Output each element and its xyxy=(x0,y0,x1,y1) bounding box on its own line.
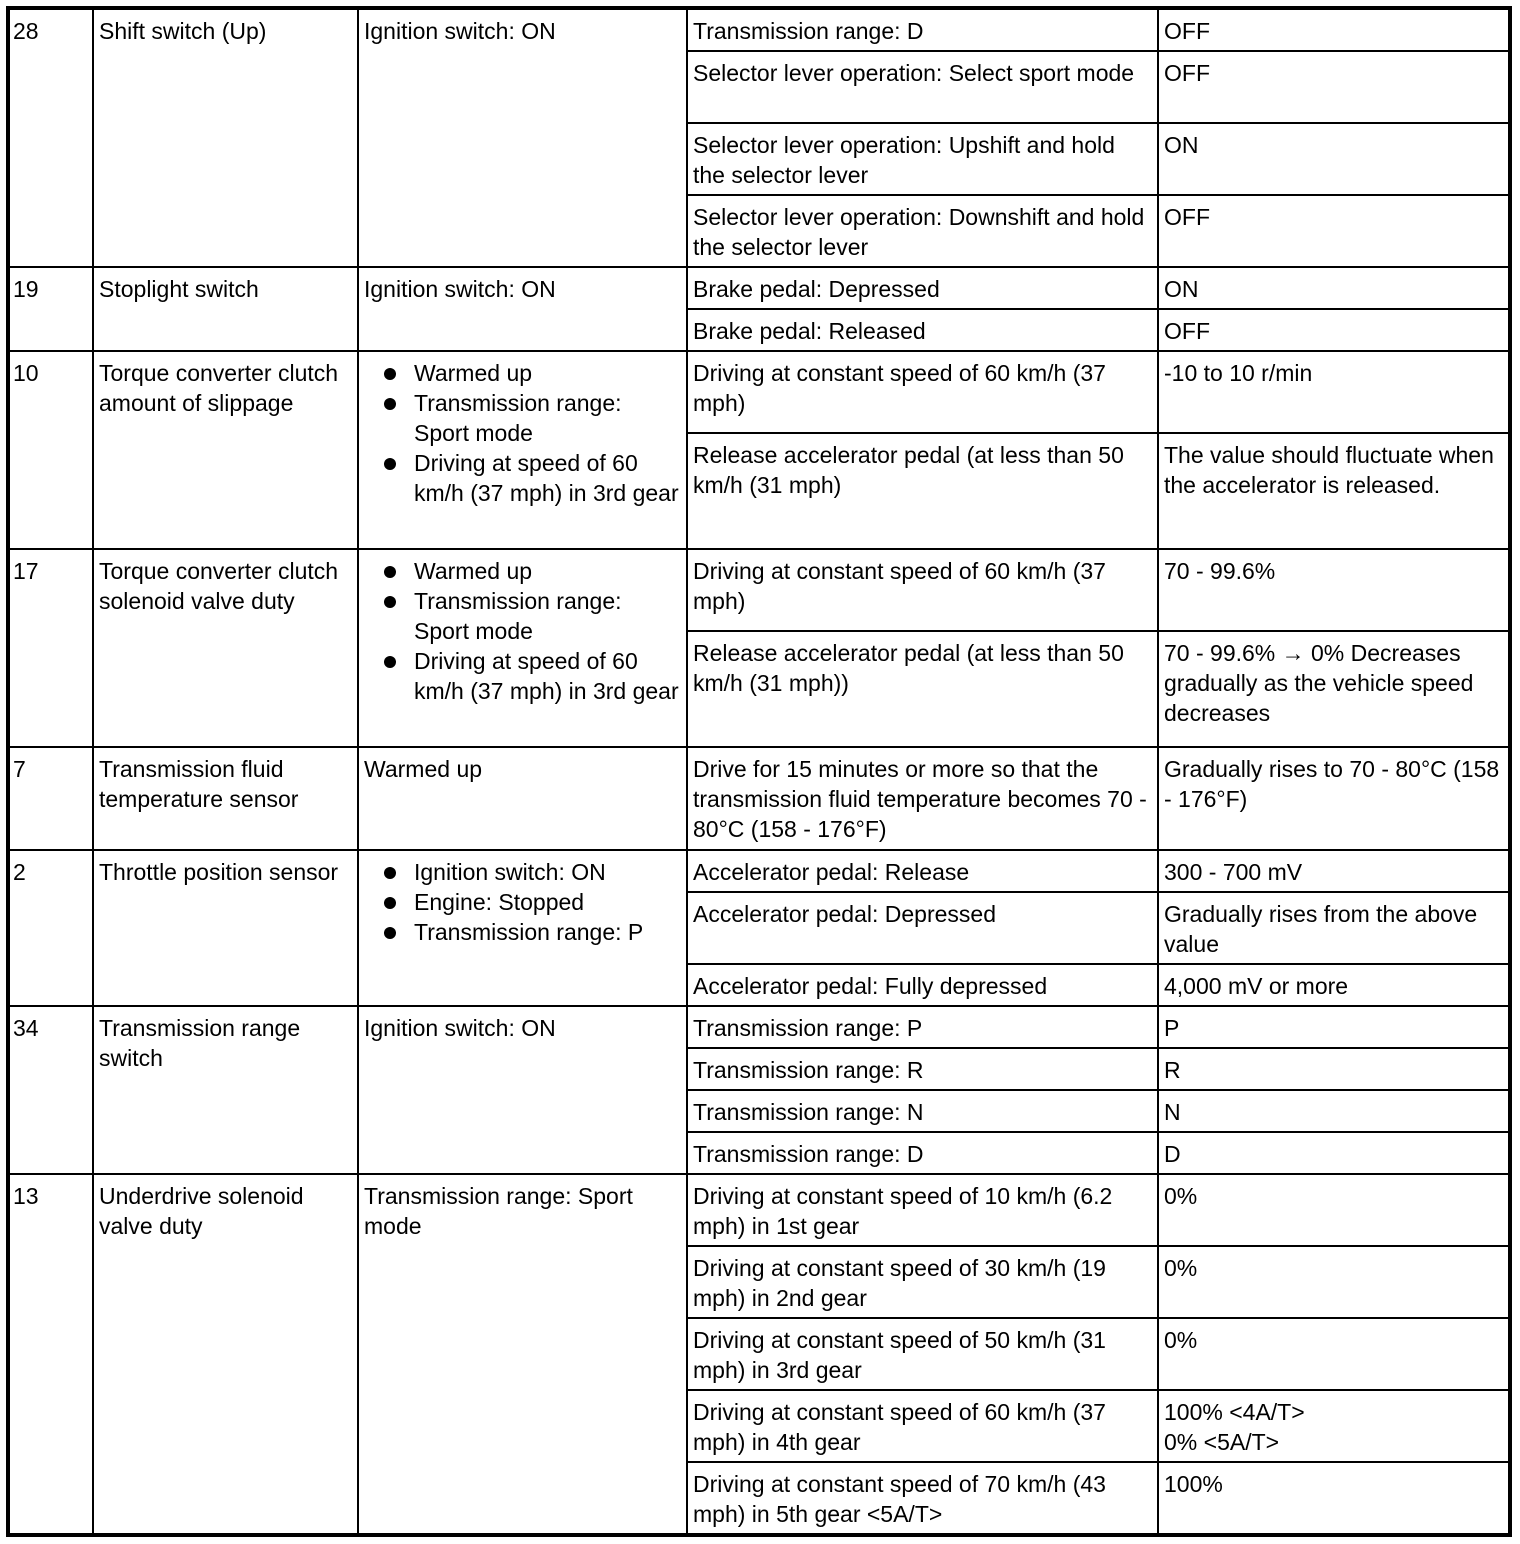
check-condition: Drive for 15 minutes or more so that the transmission fluid temperature becomes 70 - 80°C (158 - 176°F) xyxy=(687,747,1158,850)
check-condition: Accelerator pedal: Fully depressed xyxy=(687,964,1158,1006)
check-condition: Transmission range: P xyxy=(687,1006,1158,1048)
monitoring-condition: Warmed up xyxy=(358,747,687,850)
check-item: Torque converter clutch solenoid valve duty xyxy=(93,549,358,747)
item-number: 7 xyxy=(8,747,93,850)
normal-value: Gradually rises from the above value xyxy=(1158,892,1510,964)
normal-value: 0% xyxy=(1158,1246,1510,1318)
check-item: Underdrive solenoid valve duty xyxy=(93,1174,358,1535)
condition-bullet: Warmed up xyxy=(364,358,682,388)
check-item: Throttle position sensor xyxy=(93,850,358,1006)
monitoring-condition: Ignition switch: ON xyxy=(358,8,687,267)
table-row xyxy=(8,267,1510,309)
check-condition: Selector lever operation: Upshift and hold the selector lever xyxy=(687,123,1158,195)
check-condition: Transmission range: R xyxy=(687,1048,1158,1090)
normal-value: 70 - 99.6% → 0% Decreases gradually as the vehicle speed decreases xyxy=(1158,631,1510,747)
normal-value: -10 to 10 r/min xyxy=(1158,351,1510,433)
monitoring-condition xyxy=(358,351,687,549)
normal-value: 100% xyxy=(1158,1462,1510,1535)
check-condition: Driving at constant speed of 50 km/h (31 mph) in 3rd gear xyxy=(687,1318,1158,1390)
check-condition: Selector lever operation: Select sport mode xyxy=(687,51,1158,123)
normal-value: 4,000 mV or more xyxy=(1158,964,1510,1006)
item-number: 10 xyxy=(8,351,93,549)
item-number: 17 xyxy=(8,549,93,747)
monitoring-condition: Ignition switch: ON xyxy=(358,1006,687,1174)
normal-value: 0% xyxy=(1158,1174,1510,1246)
monitoring-condition: Transmission range: Sport mode xyxy=(358,1174,687,1535)
condition-bullet: Warmed up xyxy=(364,556,682,586)
item-number: 34 xyxy=(8,1006,93,1174)
condition-bullet: Transmission range: P xyxy=(364,917,682,947)
normal-value: D xyxy=(1158,1132,1510,1174)
condition-bullet: Transmission range: Sport mode xyxy=(364,586,682,646)
table-row xyxy=(8,1006,1510,1048)
check-condition: Brake pedal: Depressed xyxy=(687,267,1158,309)
condition-list xyxy=(364,556,682,706)
normal-value: 0% xyxy=(1158,1318,1510,1390)
condition-bullet: Ignition switch: ON xyxy=(364,857,682,887)
check-condition: Driving at constant speed of 70 km/h (43 mph) in 5th gear <5A/T> xyxy=(687,1462,1158,1535)
check-item: Shift switch (Up) xyxy=(93,8,358,267)
table-row xyxy=(8,747,1510,850)
condition-bullet: Driving at speed of 60 km/h (37 mph) in 3rd gear xyxy=(364,448,682,508)
item-number: 2 xyxy=(8,850,93,1006)
inspection-table xyxy=(6,6,1512,1537)
check-item: Stoplight switch xyxy=(93,267,358,351)
normal-value: ON xyxy=(1158,267,1510,309)
condition-list xyxy=(364,358,682,508)
check-item: Transmission range switch xyxy=(93,1006,358,1174)
condition-bullet: Transmission range: Sport mode xyxy=(364,388,682,448)
normal-value-line: 100% <4A/T> xyxy=(1164,1399,1305,1425)
table-row xyxy=(8,549,1510,631)
monitoring-condition: Ignition switch: ON xyxy=(358,267,687,351)
normal-value: OFF xyxy=(1158,309,1510,351)
monitoring-condition xyxy=(358,850,687,1006)
check-condition: Transmission range: N xyxy=(687,1090,1158,1132)
check-condition: Driving at constant speed of 10 km/h (6.2 mph) in 1st gear xyxy=(687,1174,1158,1246)
check-condition: Transmission range: D xyxy=(687,8,1158,51)
normal-value: N xyxy=(1158,1090,1510,1132)
condition-bullet: Engine: Stopped xyxy=(364,887,682,917)
check-condition: Release accelerator pedal (at less than 50 km/h (31 mph)) xyxy=(687,631,1158,747)
check-condition: Accelerator pedal: Release xyxy=(687,850,1158,892)
normal-value: 300 - 700 mV xyxy=(1158,850,1510,892)
check-condition: Driving at constant speed of 30 km/h (19 mph) in 2nd gear xyxy=(687,1246,1158,1318)
condition-bullet: Driving at speed of 60 km/h (37 mph) in 3rd gear xyxy=(364,646,682,706)
item-number: 19 xyxy=(8,267,93,351)
check-item: Torque converter clutch amount of slippage xyxy=(93,351,358,549)
table-row xyxy=(8,351,1510,433)
normal-value: P xyxy=(1158,1006,1510,1048)
check-item: Transmission fluid temperature sensor xyxy=(93,747,358,850)
normal-value: 70 - 99.6% xyxy=(1158,549,1510,631)
normal-value-line: 0% <5A/T> xyxy=(1164,1429,1280,1455)
normal-value: OFF xyxy=(1158,8,1510,51)
check-condition: Release accelerator pedal (at less than 50 km/h (31 mph) xyxy=(687,433,1158,549)
check-condition: Driving at constant speed of 60 km/h (37 mph) xyxy=(687,351,1158,433)
normal-value: OFF xyxy=(1158,51,1510,123)
table-row xyxy=(8,8,1510,51)
check-condition: Transmission range: D xyxy=(687,1132,1158,1174)
item-number: 28 xyxy=(8,8,93,267)
check-condition: Selector lever operation: Downshift and hold the selector lever xyxy=(687,195,1158,267)
normal-value: The value should fluctuate when the accelerator is released. xyxy=(1158,433,1510,549)
table-row xyxy=(8,1174,1510,1246)
item-number: 13 xyxy=(8,1174,93,1535)
table-row xyxy=(8,850,1510,892)
check-condition: Driving at constant speed of 60 km/h (37 mph) in 4th gear xyxy=(687,1390,1158,1462)
check-condition: Brake pedal: Released xyxy=(687,309,1158,351)
normal-value: Gradually rises to 70 - 80°C (158 - 176°F) xyxy=(1158,747,1510,850)
table-body xyxy=(8,8,1510,1535)
normal-value: OFF xyxy=(1158,195,1510,267)
normal-value: R xyxy=(1158,1048,1510,1090)
check-condition: Driving at constant speed of 60 km/h (37 mph) xyxy=(687,549,1158,631)
normal-value: ON xyxy=(1158,123,1510,195)
check-condition: Accelerator pedal: Depressed xyxy=(687,892,1158,964)
monitoring-condition xyxy=(358,549,687,747)
normal-value xyxy=(1158,1390,1510,1462)
condition-list xyxy=(364,857,682,947)
